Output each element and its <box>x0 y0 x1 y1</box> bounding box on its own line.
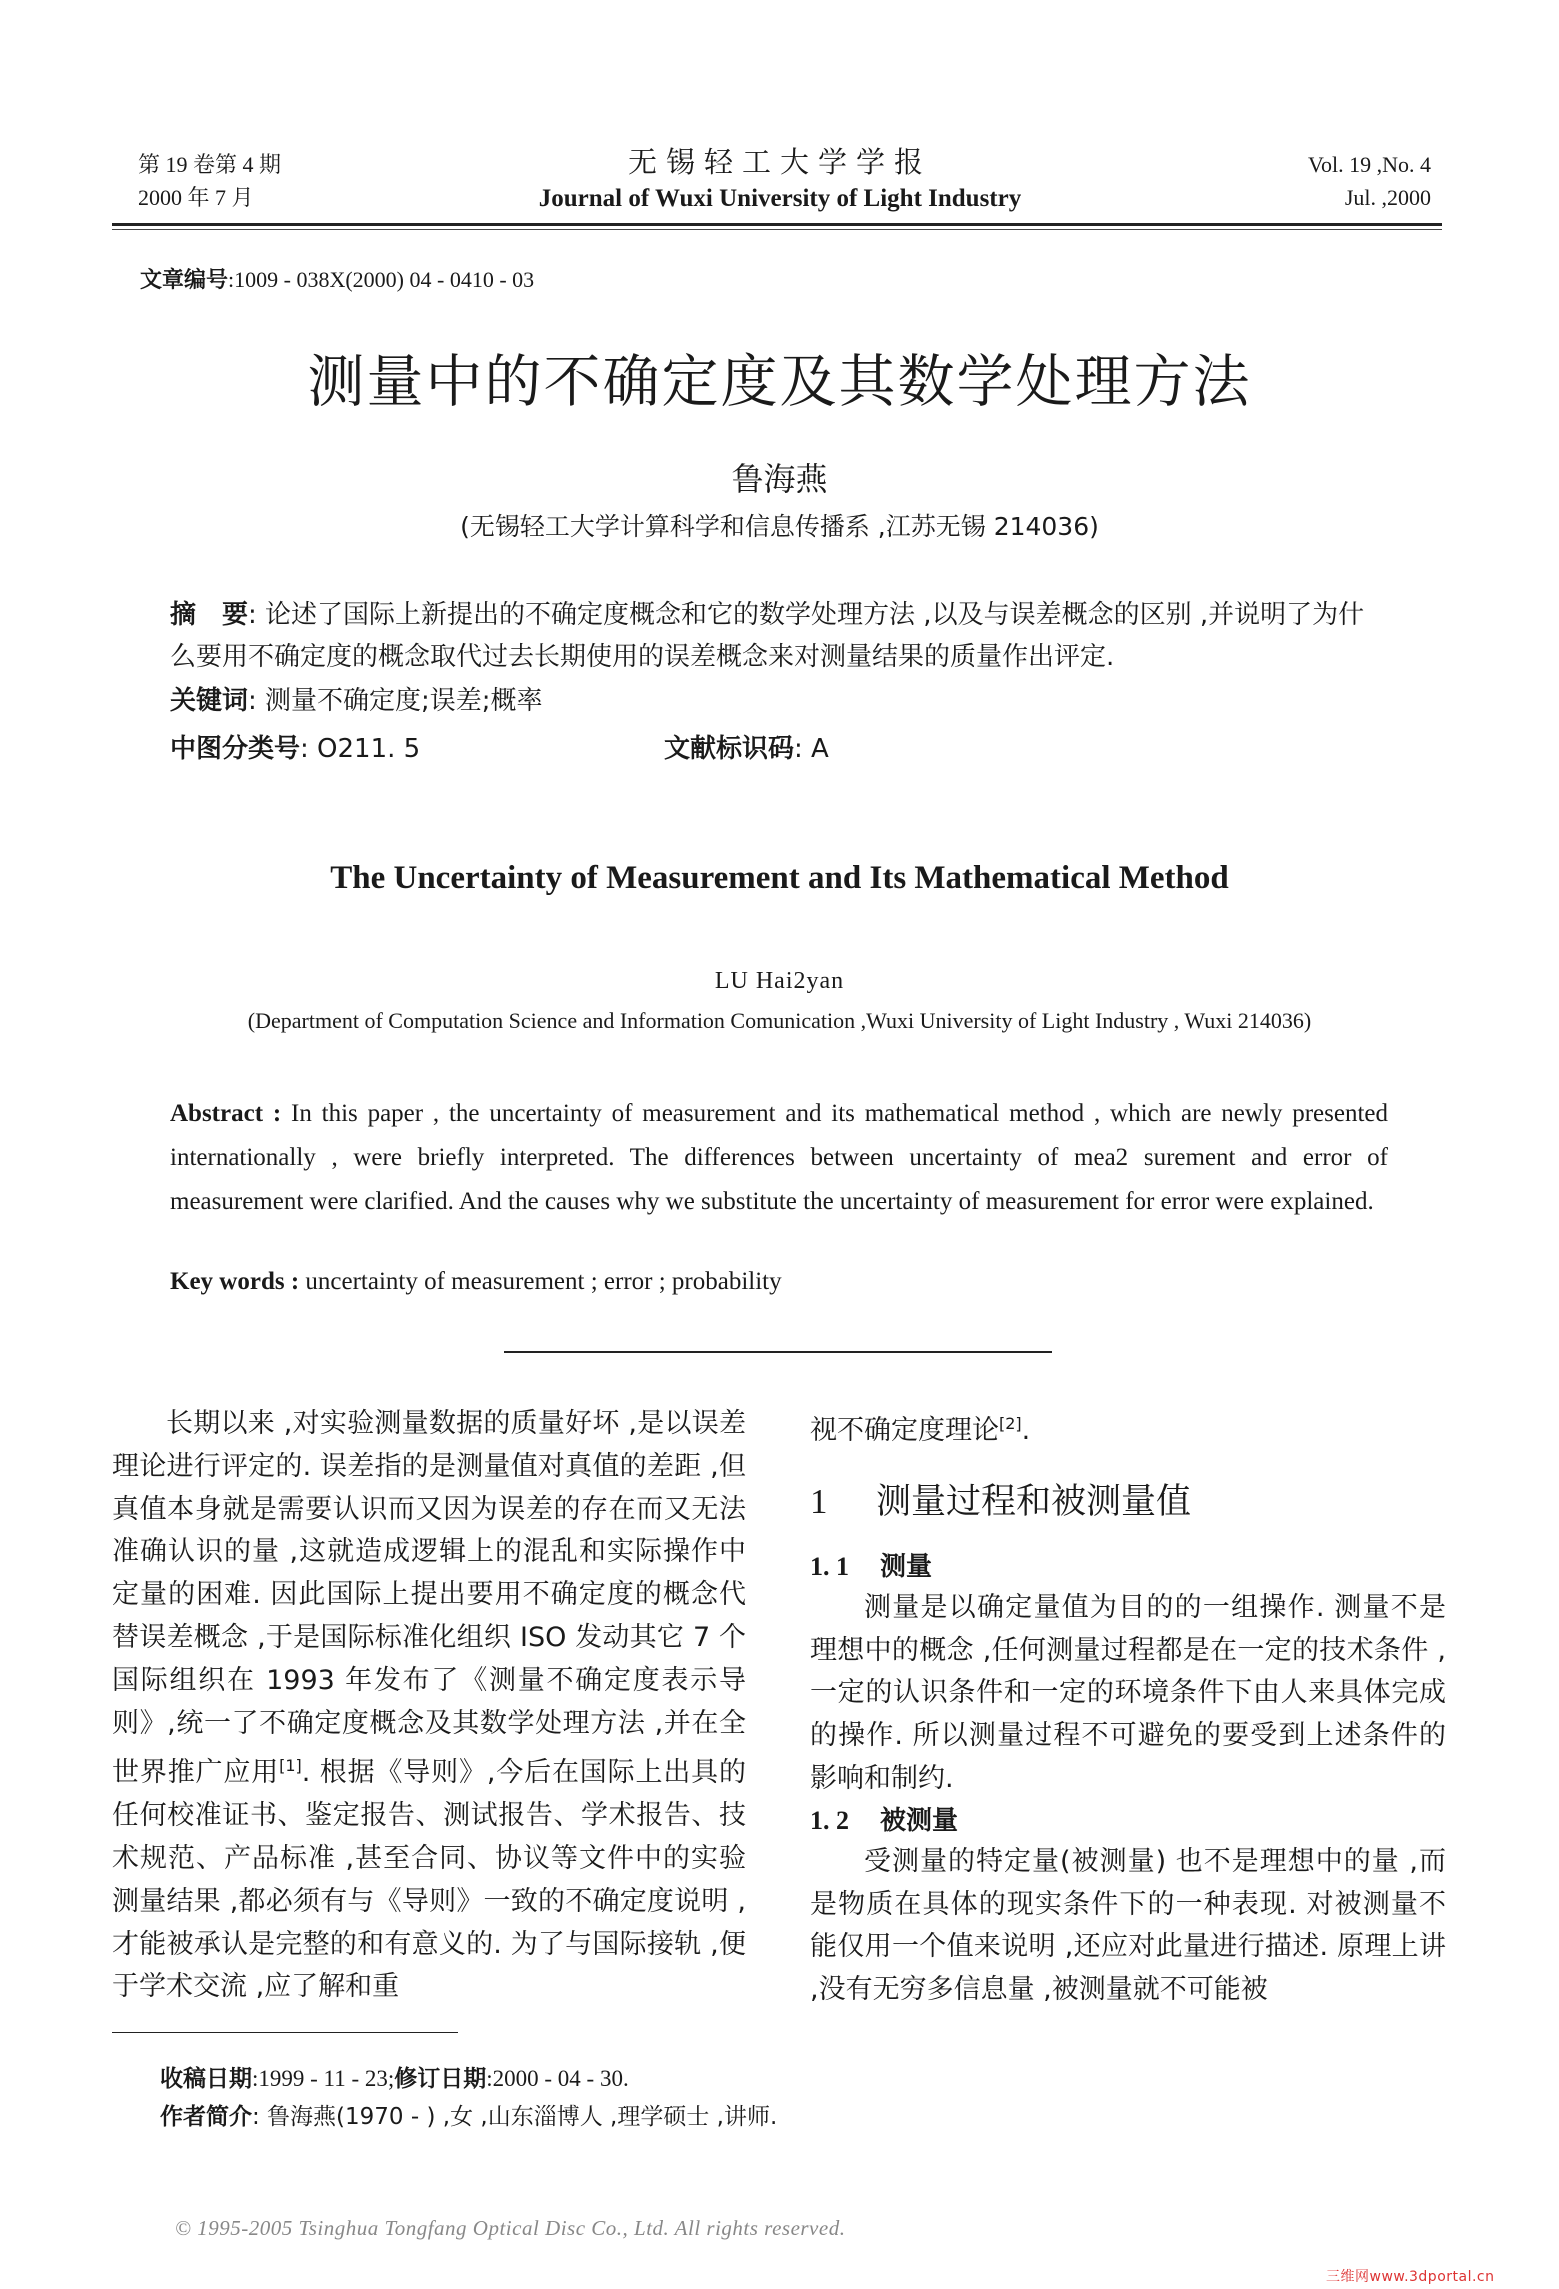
document-code <box>664 728 829 765</box>
keywords-en-text: uncertainty of measurement ; error ; probability <box>299 1268 782 1295</box>
footnote-dates <box>160 2060 777 2098</box>
keywords-cn-label: 关键词 <box>170 686 249 716</box>
section-title: 测量过程和被测量值 <box>876 1481 1192 1522</box>
revised-date: :2000 - 04 - 30. <box>486 2066 629 2091</box>
classification-number <box>170 728 420 765</box>
footnote-bio <box>160 2098 777 2136</box>
subsection-number: 1. 1 <box>810 1551 849 1581</box>
volume-issue-en: Vol. 19 ,No. 4 <box>1307 152 1431 177</box>
body-paragraph: 受测量的特定量(被测量) 也不是理想中的量 ,而是物质在具体的现实条件下的一种表现. 对被测量不能仅用一个值来说明 ,还应对此量进行描述. 原理上讲 ,没有无穷多信息量 ,被测量就不可能被 <box>810 1845 1446 2006</box>
header-rule-thin <box>112 229 1442 230</box>
article-number <box>140 263 534 294</box>
abstract-cn-text: : 论述了国际上新提出的不确定度概念和它的数学处理方法 ,以及与误差概念的区别 ,并说明了为什么要用不确定度的概念取代过去长期使用的误差概念来对测量结果的质量作出评定. <box>170 600 1365 672</box>
title-en: The Uncertainty of Measurement and Its Mathematical Method <box>330 860 1229 896</box>
subsection-heading <box>810 1547 1446 1587</box>
abstract-en-label: Abstract : <box>170 1100 282 1127</box>
received-label: 收稿日期 <box>160 2066 252 2092</box>
watermark-text: 三维网www.3dportal.cn <box>1326 2269 1495 2285</box>
abstract-cn <box>170 594 1390 678</box>
journal-name-cn: 无锡轻工大学学报 <box>627 145 932 179</box>
title-cn: 测量中的不确定度及其数学处理方法 <box>307 349 1252 415</box>
bio-label: 作者简介 <box>160 2104 252 2130</box>
document-code-label: 文献标识码 <box>664 734 795 764</box>
document-code-text: : A <box>794 734 829 764</box>
volume-issue-cn: 第 19 卷第 4 期 <box>138 152 282 177</box>
classification-label: 中图分类号 <box>170 734 301 764</box>
author-cn: 鲁海燕 <box>731 460 828 498</box>
body-text: 长期以来 ,对实验测量数据的质量好坏 ,是以误差理论进行评定的. 误差指的是测量值对真值的差距 ,但真值本身就是需要认识而又因为误差的存在而又无法准确认识的量 ,这就造成逻辑上的混乱和实际操作中定量的困难. 因此国际上提出要用不确定度的概念代替误差概念 ,于是国际标准化组织 ISO 发动其它 7 个国际组织在 1993 年发布了《测量不确定度表示导则》,统一了不确定度概念及其数学处理方法 ,并在全世界推广应用 <box>112 1408 746 1789</box>
affiliation-cn: (无锡轻工大学计算科学和信息传播系 ,江苏无锡 214036) <box>460 512 1099 541</box>
section-number: 1 <box>810 1481 828 1521</box>
body-paragraph: 测量是以确定量值为目的的一组操作. 测量不是理想中的概念 ,任何测量过程都是在一定的技术条件 ,一定的认识条件和一定的环境条件下由人来具体完成的操作. 所以测量过程不可避免的要受到上述条件的影响和制约. <box>810 1591 1446 1794</box>
date-en: Jul. ,2000 <box>1344 185 1431 210</box>
abstract-en <box>170 1092 1388 1224</box>
abstract-cn-label: 摘 要 <box>170 600 249 630</box>
subsection-title: 测量 <box>880 1551 933 1582</box>
author-en: LU Hai2yan <box>714 968 845 994</box>
body-text: 视不确定度理论 <box>810 1415 999 1446</box>
journal-name-en: Journal of Wuxi University of Light Industry <box>538 185 1022 212</box>
keywords-en <box>170 1268 782 1296</box>
body-paragraph <box>112 1403 746 2009</box>
copyright-notice: © 1995-2005 Tsinghua Tongfang Optical Disc Co., Ltd. All rights reserved. <box>175 2216 846 2240</box>
abstract-separator-rule <box>504 1351 1052 1353</box>
header-rule-thick <box>112 223 1442 226</box>
body-text: . <box>1021 1415 1031 1446</box>
abstract-en-text: In this paper , the uncertainty of measurement and its mathematical method , which are newly presented internationally , were briefly interpreted. The differences between uncertainty of mea2 surement and error of measurement were clarified. And the causes why we substitute the uncertainty of measurement for error were explained. <box>170 1100 1389 1215</box>
subsection-number: 1. 2 <box>810 1805 849 1835</box>
body-text: . 根据《导则》,今后在国际上出具的任何校准证书、鉴定报告、测试报告、学术报告、技术规范、产品标准 ,甚至合同、协议等文件中的实验测量结果 ,都必须有与《导则》一致的不确定度说明 ,才能被承认是完整的和有意义的. 为了与国际接轨 ,便于学术交流 ,应了解和重 <box>112 1757 747 2003</box>
citation-ref: [1] <box>279 1756 302 1776</box>
citation-ref: [2] <box>999 1414 1022 1433</box>
body-paragraph-continued <box>810 1403 1446 1453</box>
article-number-label: 文章编号 <box>140 268 229 293</box>
section-heading <box>810 1479 1446 1525</box>
date-cn: 2000 年 7 月 <box>138 185 254 210</box>
article-number-value: :1009 - 038X(2000) 04 - 0410 - 03 <box>228 267 535 292</box>
header-volume-cn <box>138 148 281 214</box>
subsection-title: 被测量 <box>880 1805 959 1836</box>
revised-label: 修订日期 <box>394 2066 487 2092</box>
classification-text: : O211. 5 <box>300 734 421 764</box>
keywords-cn-text: : 测量不确定度;误差;概率 <box>248 686 543 716</box>
keywords-en-label: Key words : <box>170 1268 300 1295</box>
received-date: :1999 - 11 - 23; <box>252 2066 395 2091</box>
keywords-cn <box>170 680 543 717</box>
affiliation-en: (Department of Computation Science and Information Comunication ,Wuxi University of Light Industry , Wuxi 214036) <box>247 1008 1312 1033</box>
footnote <box>160 2060 777 2136</box>
body-column-left <box>112 1403 746 2009</box>
bio-text: : 鲁海燕(1970 - ) ,女 ,山东淄博人 ,理学硕士 ,讲师. <box>252 2104 778 2130</box>
body-column-right <box>810 1403 1446 2012</box>
header-volume-en <box>1308 148 1431 214</box>
footnote-rule <box>112 2032 458 2033</box>
subsection-heading <box>810 1801 1446 1841</box>
journal-title-block <box>440 142 1120 216</box>
